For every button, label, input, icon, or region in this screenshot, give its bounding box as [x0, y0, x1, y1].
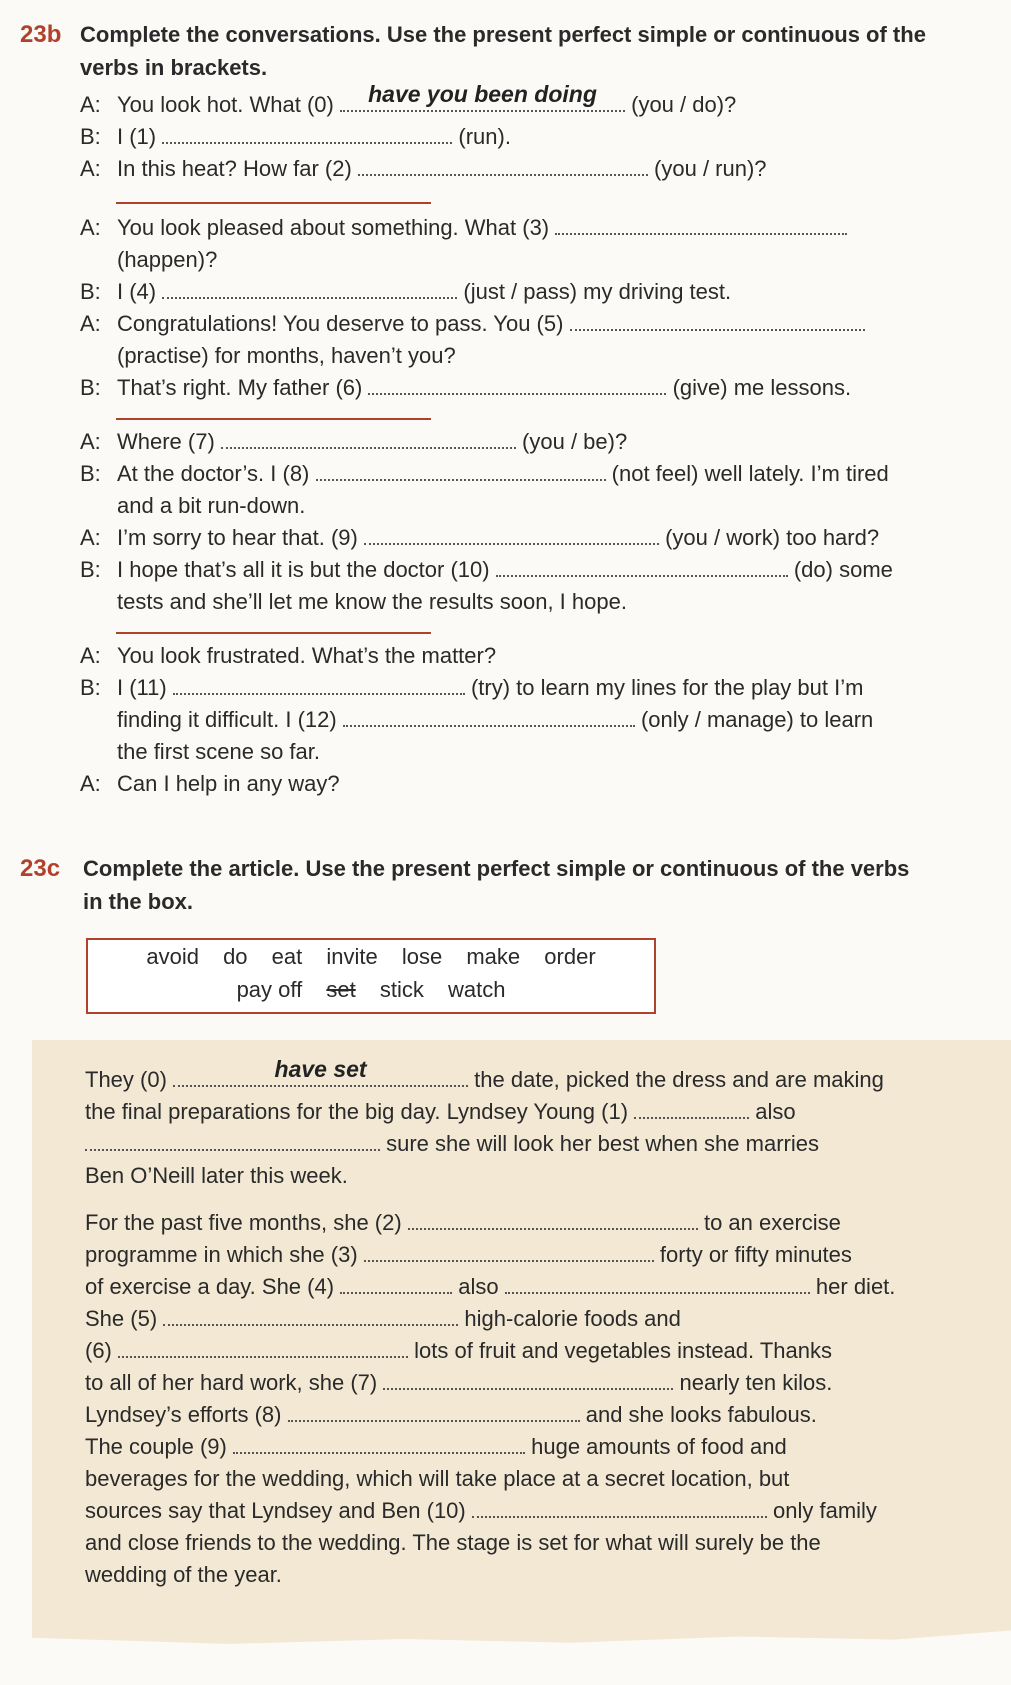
dialogue-text	[117, 672, 863, 704]
text-segment: (just / pass) my driving test.	[463, 279, 732, 304]
article-line	[85, 1367, 832, 1399]
text-segment: programme in which she (3)	[85, 1242, 358, 1267]
dialogue-text	[117, 554, 893, 586]
article-line	[85, 1207, 841, 1239]
text-segment: forty or fifty minutes	[659, 1242, 852, 1267]
dialogue-line	[80, 340, 991, 372]
example-answer: have you been doing	[368, 81, 597, 107]
article-line	[85, 1239, 852, 1271]
dialogue-text	[117, 308, 865, 340]
word-option: lose	[401, 944, 443, 969]
text-segment: In this heat? How far (2)	[117, 156, 352, 181]
text-segment: sure she will look her best when she marries	[386, 1131, 819, 1156]
dialogue-line	[80, 522, 991, 554]
text-segment: (6)	[85, 1338, 112, 1363]
exercise-title-line: verbs in brackets.	[80, 55, 268, 80]
dialogue-text	[117, 426, 627, 458]
answer-blank[interactable]	[408, 1210, 698, 1230]
dialogue-text	[117, 153, 767, 185]
exercise-number: 23c	[20, 855, 61, 882]
text-segment: to all of her hard work, she (7)	[85, 1370, 378, 1395]
dialogue-text	[117, 212, 847, 244]
dialogue-text	[117, 458, 889, 490]
speaker-label: A:	[80, 311, 101, 336]
exercise-number: 23b	[20, 21, 62, 48]
answer-blank[interactable]	[221, 429, 516, 449]
dialogue-text	[117, 121, 511, 153]
text-segment: and she looks fabulous.	[585, 1402, 817, 1427]
dialogue-text	[117, 276, 731, 308]
text-segment: (try) to learn my lines for the play but I’m	[470, 675, 864, 700]
answer-blank[interactable]	[368, 375, 666, 395]
article-line	[85, 1271, 895, 1303]
dialogue-text	[117, 81, 737, 121]
dialogue-text: and a bit run-down.	[117, 493, 306, 518]
word-box-row	[88, 977, 654, 1003]
dialogue-line	[80, 768, 991, 800]
text-segment: to an exercise	[703, 1210, 841, 1235]
text-segment: Lyndsey’s efforts (8)	[85, 1402, 282, 1427]
text-segment: You look hot. What (0)	[117, 92, 334, 117]
answer-blank[interactable]	[288, 1402, 580, 1422]
speaker-label: B:	[80, 675, 101, 700]
word-option: watch	[447, 977, 506, 1002]
text-segment: (give) me lessons.	[672, 375, 852, 400]
word-option: avoid	[146, 944, 199, 969]
word-option: eat	[271, 944, 303, 969]
text-segment: high-calorie foods and	[464, 1306, 681, 1331]
dialogue-line	[80, 212, 991, 244]
dialogue-line	[80, 121, 991, 153]
article-line	[85, 1495, 877, 1527]
text-segment: of exercise a day. She (4)	[85, 1274, 335, 1299]
answer-blank[interactable]	[118, 1338, 408, 1358]
exercise-title-line: Complete the article. Use the present perfect simple or continuous of the verbs	[83, 856, 910, 881]
speaker-label: A:	[80, 643, 101, 668]
dialogue-line	[80, 244, 991, 276]
text-segment: For the past five months, she (2)	[85, 1210, 402, 1235]
dialogue-text	[117, 372, 851, 404]
speaker-label: A:	[80, 429, 101, 454]
text-segment: The couple (9)	[85, 1434, 227, 1459]
dialogue-line	[80, 736, 991, 768]
article-line	[85, 1559, 282, 1591]
dialogue-text: Can I help in any way?	[117, 771, 340, 796]
section-divider	[116, 632, 431, 634]
answer-blank[interactable]	[162, 279, 457, 299]
text-segment: Where (7)	[117, 429, 215, 454]
exercise-title-line: in the box.	[83, 889, 193, 914]
dialogue-text: tests and she’ll let me know the results soon, I hope.	[117, 589, 627, 614]
text-segment: She (5)	[85, 1306, 158, 1331]
text-segment: (you / run)?	[654, 156, 767, 181]
answer-blank[interactable]	[233, 1434, 525, 1454]
speaker-label: A:	[80, 92, 101, 117]
article-line	[85, 1335, 832, 1367]
article-line	[85, 1527, 821, 1559]
dialogue-text: (practise) for months, haven’t you?	[117, 343, 456, 368]
dialogue-text: (happen)?	[117, 247, 218, 272]
answer-blank[interactable]	[634, 1099, 749, 1119]
answer-blank[interactable]	[383, 1370, 673, 1390]
answer-blank[interactable]	[85, 1131, 380, 1151]
text-segment: (only / manage) to learn	[640, 707, 874, 732]
word-option: invite	[326, 944, 378, 969]
article-line	[85, 1431, 787, 1463]
article-line	[85, 1399, 817, 1431]
text-segment: also	[458, 1274, 499, 1299]
article-line	[85, 1056, 884, 1096]
text-segment: (you / do)?	[631, 92, 737, 117]
word-box	[86, 938, 656, 1014]
text-segment: lots of fruit and vegetables instead. Thanks	[414, 1338, 832, 1363]
answer-blank[interactable]	[358, 156, 648, 176]
section-divider	[116, 202, 431, 204]
text-segment: At the doctor’s. I (8)	[117, 461, 310, 486]
dialogue-line	[80, 640, 991, 672]
example-answer: have set	[274, 1056, 367, 1082]
answer-blank[interactable]	[163, 1306, 458, 1326]
answer-blank[interactable]	[496, 557, 788, 577]
article-line	[85, 1463, 789, 1495]
text-segment: That’s right. My father (6)	[117, 375, 363, 400]
text-segment: and close friends to the wedding. The stage is set for what will surely be the	[85, 1530, 821, 1555]
article-line	[85, 1160, 348, 1192]
text-segment: I (11)	[117, 675, 167, 700]
answer-blank[interactable]	[364, 525, 659, 545]
dialogue-line	[80, 81, 991, 121]
dialogue-line	[80, 672, 991, 704]
speaker-label: A:	[80, 156, 101, 181]
speaker-label: A:	[80, 215, 101, 240]
speaker-label: B:	[80, 375, 101, 400]
word-option-used: set	[326, 977, 356, 1002]
answer-blank[interactable]	[173, 1056, 468, 1087]
dialogue-line	[80, 308, 991, 340]
dialogue-line	[80, 490, 991, 522]
text-segment: (do) some	[793, 557, 893, 582]
text-segment: (you / be)?	[522, 429, 628, 454]
text-segment: (run).	[458, 124, 511, 149]
text-segment: Congratulations! You deserve to pass. You (5)	[117, 311, 564, 336]
dialogue-text: You look frustrated. What’s the matter?	[117, 643, 497, 668]
speaker-label: B:	[80, 124, 101, 149]
text-segment: also	[755, 1099, 796, 1124]
text-segment: huge amounts of food and	[531, 1434, 787, 1459]
word-option: make	[466, 944, 521, 969]
text-segment: only family	[773, 1498, 877, 1523]
answer-blank[interactable]	[472, 1498, 767, 1518]
answer-blank[interactable]	[173, 675, 465, 695]
text-segment: You look pleased about something. What (3)	[117, 215, 550, 240]
answer-blank[interactable]	[505, 1274, 810, 1294]
dialogue-line	[80, 372, 991, 404]
dialogue-line	[80, 458, 991, 490]
text-segment: her diet.	[815, 1274, 896, 1299]
text-segment: I’m sorry to hear that. (9)	[117, 525, 358, 550]
dialogue-line	[80, 276, 991, 308]
answer-blank[interactable]	[364, 1242, 654, 1262]
text-segment: wedding of the year.	[85, 1562, 282, 1587]
text-segment: finding it difficult. I (12)	[117, 707, 337, 732]
article-line	[85, 1303, 681, 1335]
dialogue-line	[80, 153, 991, 185]
word-option: pay off	[236, 977, 303, 1002]
dialogue-line	[80, 586, 991, 618]
article-line	[85, 1128, 819, 1160]
speaker-label: B:	[80, 279, 101, 304]
speaker-label: B:	[80, 461, 101, 486]
answer-blank[interactable]	[340, 1274, 452, 1294]
dialogue-text: the first scene so far.	[117, 739, 320, 764]
text-segment: beverages for the wedding, which will take place at a secret location, but	[85, 1466, 790, 1491]
answer-blank[interactable]	[570, 311, 865, 331]
text-segment: Ben O’Neill later this week.	[85, 1163, 348, 1188]
dialogue-line	[80, 704, 991, 736]
answer-blank[interactable]	[316, 461, 606, 481]
text-segment: the final preparations for the big day. Lyndsey Young (1)	[85, 1099, 629, 1124]
answer-blank[interactable]	[162, 124, 452, 144]
speaker-label: A:	[80, 525, 101, 550]
text-segment: sources say that Lyndsey and Ben (10)	[85, 1498, 466, 1523]
answer-blank[interactable]	[343, 707, 635, 727]
speaker-label: A:	[80, 771, 101, 796]
text-segment: I hope that’s all it is but the doctor (10)	[117, 557, 490, 582]
dialogue-line	[80, 426, 991, 458]
answer-blank[interactable]	[555, 215, 847, 235]
dialogue-text	[117, 522, 879, 554]
word-option: stick	[379, 977, 424, 1002]
text-segment: I (1)	[117, 124, 157, 149]
text-segment: They (0)	[85, 1067, 167, 1092]
exercise-title-line: Complete the conversations. Use the present perfect simple or continuous of the	[80, 22, 926, 47]
text-segment: (not feel) well lately. I’m tired	[611, 461, 889, 486]
article-line	[85, 1096, 796, 1128]
word-box-row	[88, 944, 654, 970]
word-option: do	[223, 944, 248, 969]
text-segment: I (4)	[117, 279, 157, 304]
text-segment: nearly ten kilos.	[679, 1370, 833, 1395]
speaker-label: B:	[80, 557, 101, 582]
exercise-23c-header	[0, 852, 1011, 922]
dialogue-text	[117, 704, 873, 736]
word-option: order	[544, 944, 596, 969]
text-segment: the date, picked the dress and are making	[474, 1067, 884, 1092]
answer-blank[interactable]	[340, 81, 625, 112]
text-segment: (you / work) too hard?	[665, 525, 880, 550]
section-divider	[116, 418, 431, 420]
dialogue-line	[80, 554, 991, 586]
